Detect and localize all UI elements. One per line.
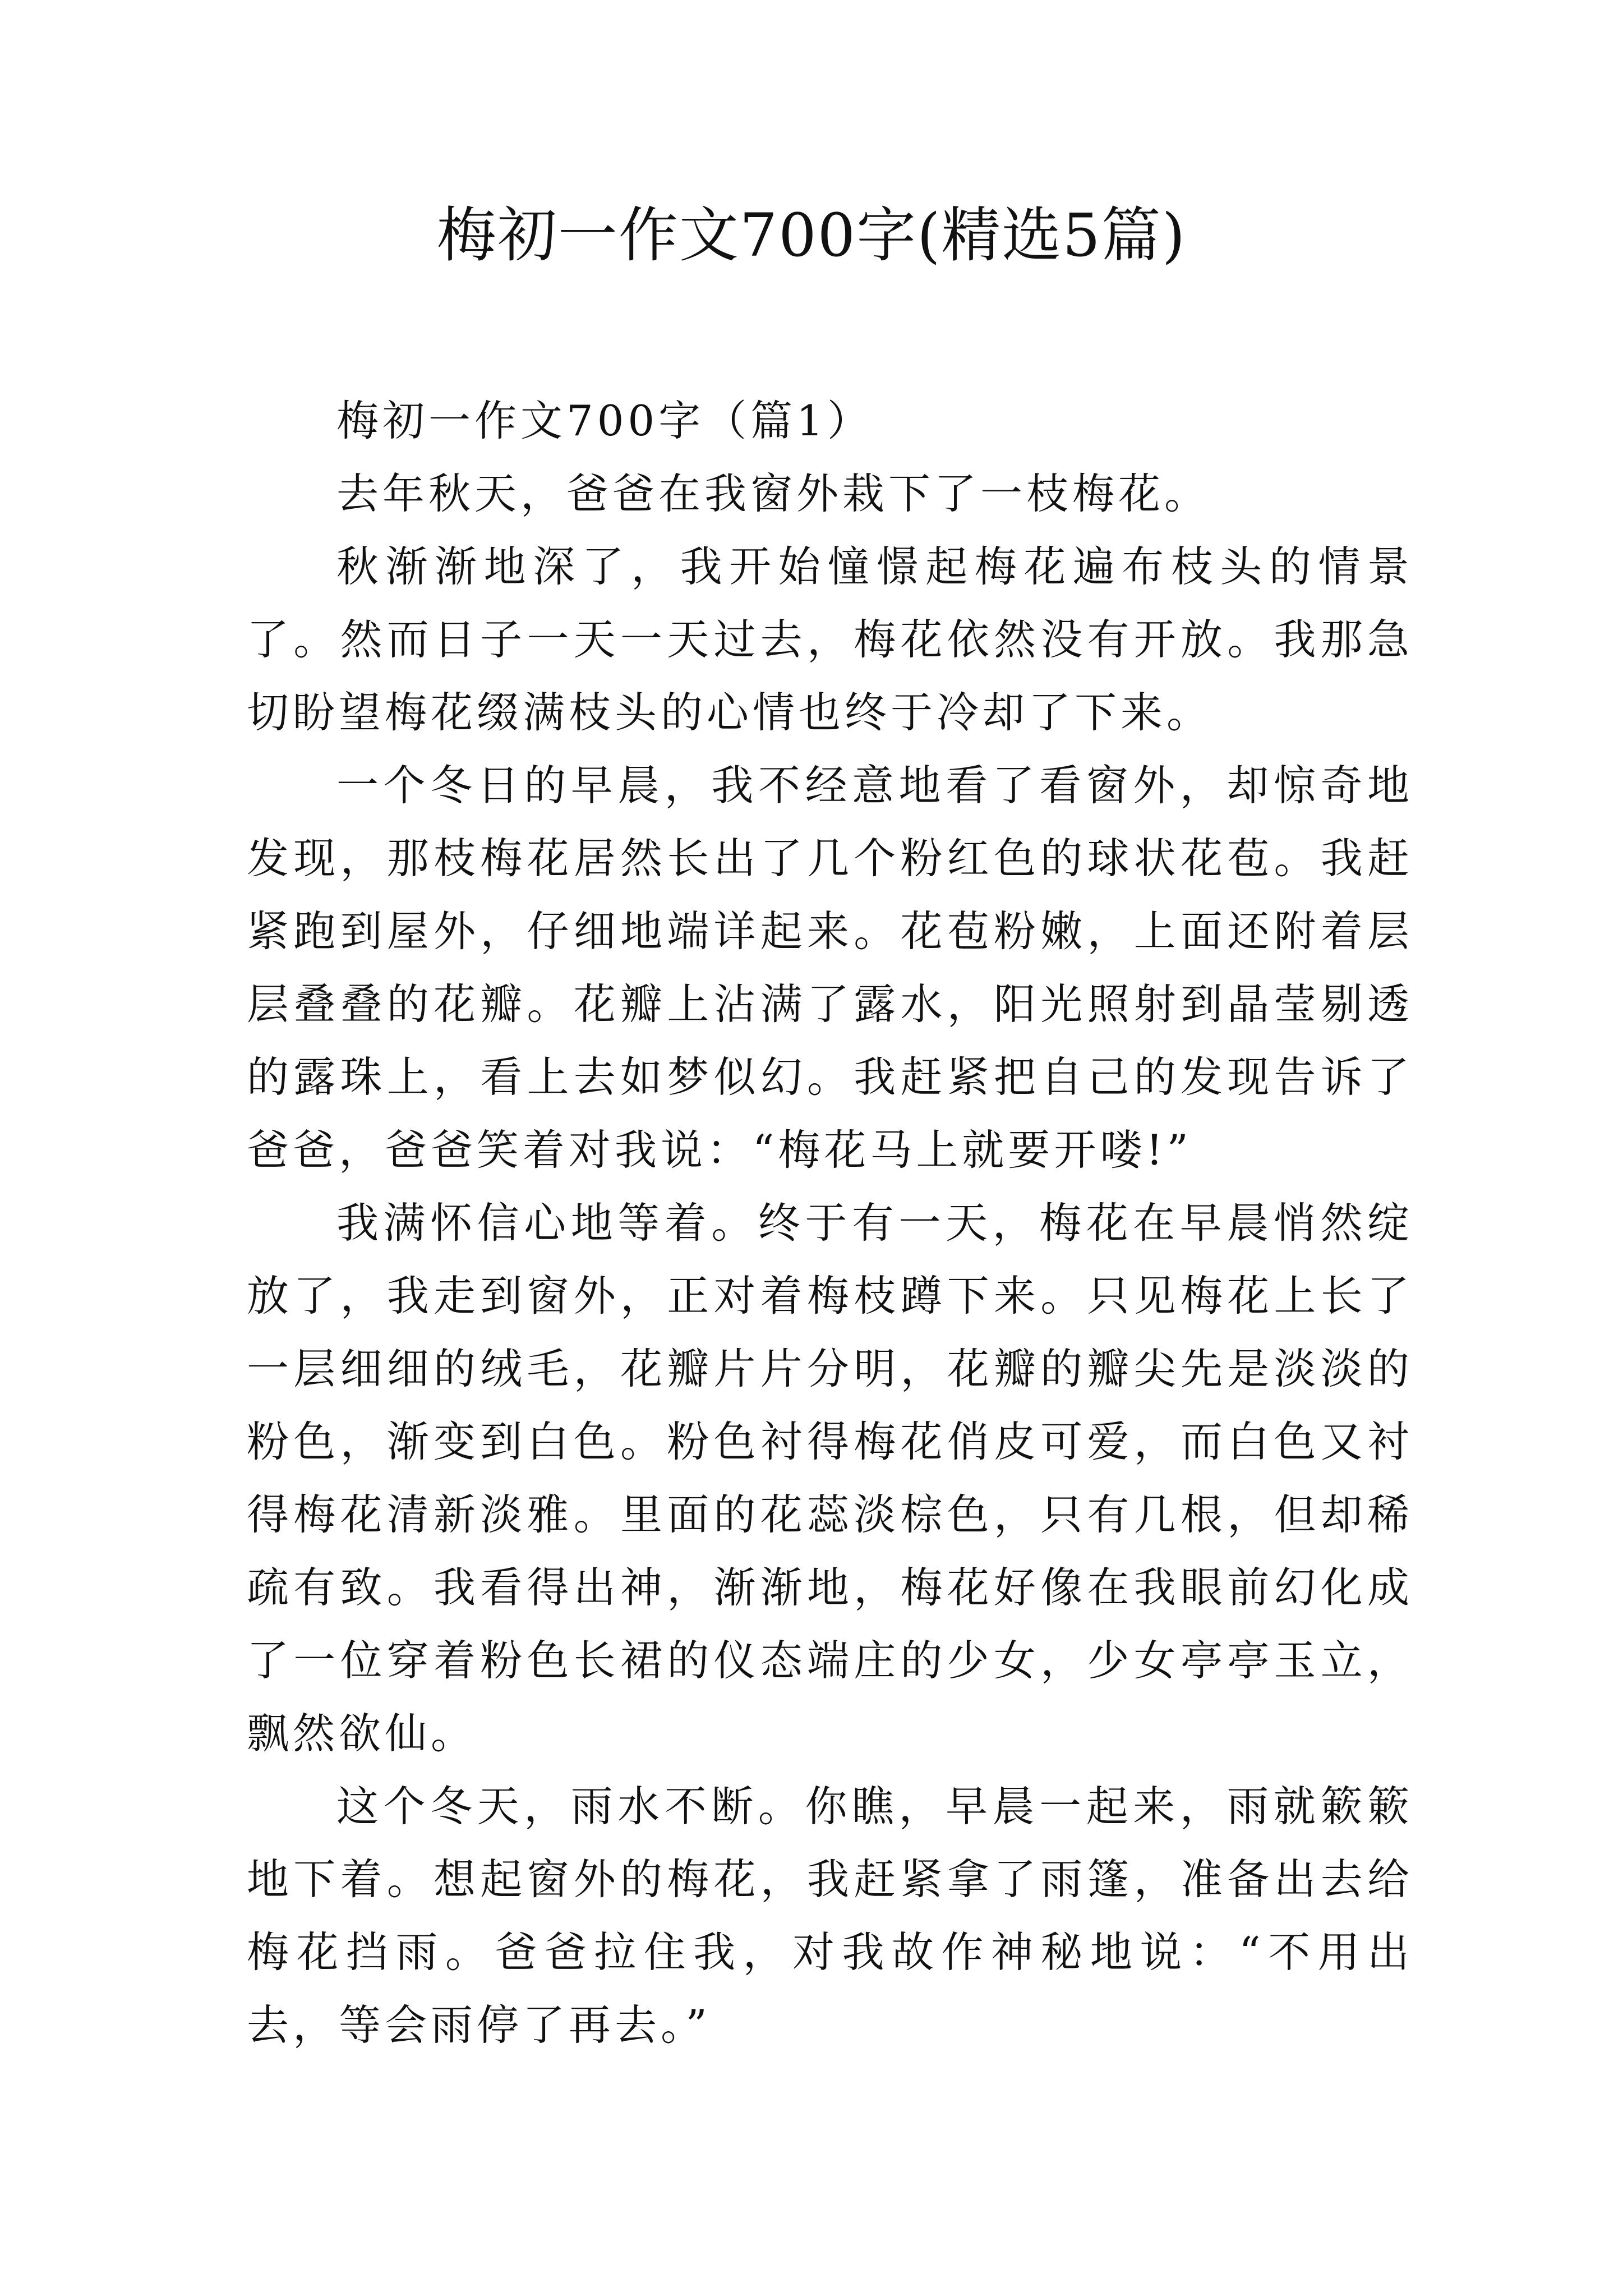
document-body [247,384,1413,2062]
paragraph: 秋渐渐地深了，我开始憧憬起梅花遍布枝头的情景了。然而日子一天一天过去，梅花依然没有开放。我那急切盼望梅花缀满枝头的心情也终于冷却了下来。 [247,542,1413,737]
document-title: 梅初一作文700字(精选5篇) [436,201,1187,270]
paragraph: 一个冬日的早晨，我不经意地看了看窗外，却惊奇地发现，那枝梅花居然长出了几个粉红色的球状花苞。我赶紧跑到屋外，仔细地端详起来。花苞粉嫩，上面还附着层层叠叠的花瓣。花瓣上沾满了露水，阳光照射到晶莹剔透的露珠上，看上去如梦似幻。我赶紧把自己的发现告诉了爸爸，爸爸笑着对我说：“梅花马上就要开喽!” [247,761,1413,1175]
section-heading: 梅初一作文700字（篇1） [336,396,873,445]
paragraph: 这个冬天，雨水不断。你瞧，早晨一起来，雨就簌簌地下着。想起窗外的梅花，我赶紧拿了雨篷，准备出去给梅花挡雨。爸爸拉住我，对我故作神秘地说：“不用出去，等会雨停了再去。” [247,1782,1413,2050]
paragraph: 去年秋天，爸爸在我窗外栽下了一枝梅花。 [336,469,1211,518]
paragraph: 我满怀信心地等着。终于有一天，梅花在早晨悄然绽放了，我走到窗外，正对着梅枝蹲下来。只见梅花上长了一层细细的绒毛，花瓣片片分明，花瓣的瓣尖先是淡淡的粉色，渐变到白色。粉色衬得梅花俏皮可爱，而白色又衬得梅花清新淡雅。里面的花蕊淡棕色，只有几根，但却稀疏有致。我看得出神，渐渐地，梅花好像在我眼前幻化成了一位穿着粉色长裙的仪态端庄的少女，少女亭亭玉立，飘然欲仙。 [247,1198,1413,1758]
